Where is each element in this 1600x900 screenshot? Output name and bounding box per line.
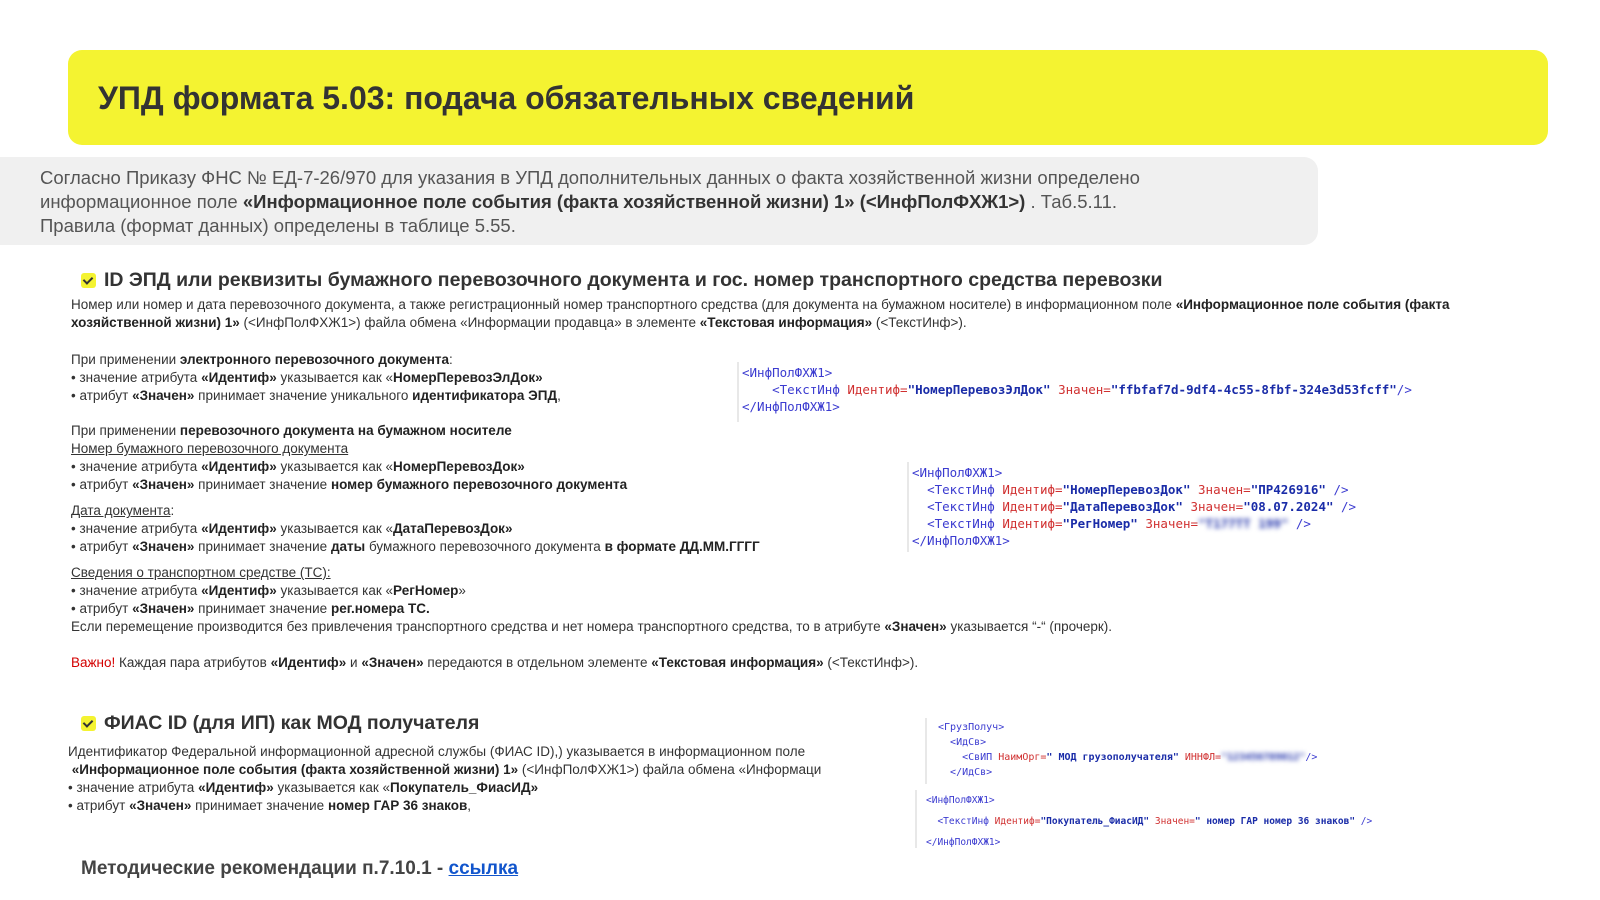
section1-description: Номер или номер и дата перевозочного документа, а также регистрационный номер транспортного средства (для документа на бумажном носителе) в информационном поле «Информационное поле события (факта хозяйственной жизни) 1» (<ИнфПолФХЖ1>) файла обмена «Информации продавца» в элементе «Текстовая информация» (<ТекстИнф>). bbox=[71, 297, 1450, 330]
blurred-reg-number: "Т177ТТ 199" bbox=[1198, 516, 1289, 531]
paper-doc-block: При применении перевозочного документа на бумажном носителе Номер бумажного перевозочного документа • значение атрибута «Идентиф» указывается как «НомерПеревозДок» • атрибут «Значен» принимает значение номер бумажного перевозочного документа Дата документа: • значение атрибута «Идентиф» указывается как «ДатаПеревозДок» • атрибут «Значен» принимает значение даты бумажного перевозочного документа в формате ДД.ММ.ГГГГ Сведения о транспортном средстве (ТС): • значение атрибута «Идентиф» указывается как «РегНомер» • атрибут «Значен» принимает значение рег.номера ТС. Если перемещение производится без привлечения транспортного средства и нет номера транспортного средства, то в атрибуте «Значен» указывается “-“ (прочерк). Важно! Каждая пара атрибутов «Идентиф» и «Значен» передаются в отдельном элементе «Текстовая информация» (<ТекстИнф>). bbox=[71, 422, 1551, 672]
code1-bar bbox=[737, 362, 739, 422]
epd-block: При применении электронного перевозочного документа: • значение атрибута «Идентиф» указывается как «НомерПеревозЭлДок» • атрибут «Значен» принимает значение уникального идентификатора ЭПД, bbox=[71, 352, 561, 403]
section1-heading: ID ЭПД или реквизиты бумажного перевозочного документа и гос. номер транспортного средства перевозки bbox=[81, 269, 1163, 292]
intro-line-3: Правила (формат данных) определены в таблице 5.55. bbox=[40, 215, 516, 236]
ts-heading: Сведения о транспортном средстве (ТС): bbox=[71, 565, 331, 580]
footer-note: Методические рекомендации п.7.10.1 - ссылка bbox=[81, 858, 519, 879]
section2-heading: ФИАС ID (для ИП) как МОД получателя bbox=[81, 712, 479, 735]
code4-bar bbox=[915, 790, 917, 848]
title-banner bbox=[68, 50, 1548, 145]
code3-bar bbox=[925, 718, 927, 784]
intro-line-2: информационное поле «Информационное поле события (факта хозяйственной жизни) 1» (<ИнфПолФХЖ1>) . Таб.5.11. bbox=[40, 191, 1118, 212]
code-snippet-gruzpoluch: <ГрузПолуч> <ИдСв> <СвИП НаимОрг=" МОД грузополучателя" ИННФЛ="123456789012"/> </ИдСв> bbox=[938, 722, 1318, 778]
date-heading: Дата документа bbox=[71, 503, 171, 518]
checkbox-checked-icon bbox=[81, 716, 96, 731]
section2-body: Идентификатор Федеральной информационной адресной службы (ФИАС ID),) указывается в информационном поле «Информационное поле события (факта хозяйственной жизни) 1» (<ИнфПолФХЖ1>) файла обмена «Информаци • значение атрибута «Идентиф» указывается как «Покупатель_ФиасИД» • атрибут «Значен» принимает значение номер ГАР 36 знаков, bbox=[68, 744, 822, 813]
important-note: Важно! Каждая пара атрибутов «Идентиф» и «Значен» передаются в отдельном элементе «Текстовая информация» (<ТекстИнф>). bbox=[71, 655, 919, 670]
checkbox-checked-icon bbox=[81, 273, 96, 288]
code-snippet-paper: <ИнфПолФХЖ1> <ТекстИнф Идентиф="НомерПеревозДок" Значен="ПР426916" /> <ТекстИнф Идентиф="ДатаПеревозДок" Значен="08.07.2024" /> <ТекстИнф Идентиф="РегНомер" Значен="Т177ТТ 199" /> </ИнфПолФХЖ1> bbox=[912, 465, 1357, 548]
blurred-inn: "123456789012" bbox=[1221, 752, 1306, 763]
method-recommendations-link[interactable]: ссылка bbox=[448, 858, 519, 879]
intro-line-1: Согласно Приказу ФНС № ЕД-7-26/970 для указания в УПД дополнительных данных о факта хозяйственной жизни определено bbox=[40, 167, 1140, 188]
page-title: УПД формата 5.03: подача обязательных сведений bbox=[98, 80, 915, 116]
code-snippet-fias: <ИнфПолФХЖ1> <ТекстИнф Идентиф="Покупатель_ФиасИД" Значен=" номер ГАР номер 36 знаков" /> </ИнфПолФХЖ1> bbox=[926, 795, 1373, 848]
code-snippet-epd: <ИнфПолФХЖ1> <ТекстИнф Идентиф="НомерПеревозЭлДок" Значен="ffbfaf7d-9df4-4c55-8fbf-324e3d53fcff"/> </ИнфПолФХЖ1> bbox=[742, 365, 1412, 414]
code2-bar bbox=[907, 462, 909, 552]
paper-num-heading: Номер бумажного перевозочного документа bbox=[71, 441, 349, 456]
intro-box bbox=[0, 157, 1318, 245]
